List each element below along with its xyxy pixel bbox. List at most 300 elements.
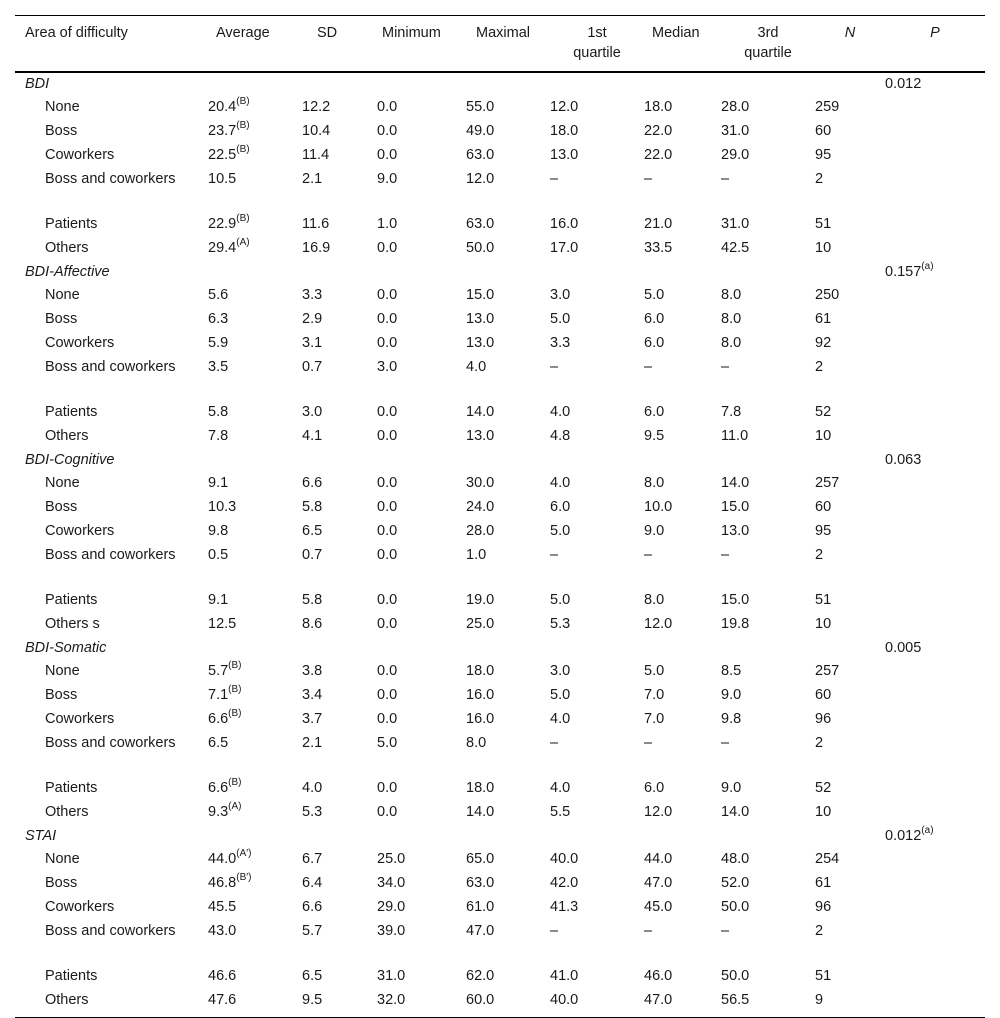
cell-q1-value: 18.0 bbox=[550, 123, 579, 139]
table-row bbox=[15, 284, 985, 308]
p-value bbox=[885, 825, 985, 848]
cell-q3-value: 29.0 bbox=[721, 147, 750, 163]
cell-med-value: 44.0 bbox=[644, 851, 673, 867]
cell-med bbox=[644, 308, 721, 332]
group-row bbox=[15, 449, 985, 472]
cell-med-value: 6.0 bbox=[644, 404, 665, 420]
cell-min-value: 39.0 bbox=[377, 923, 406, 939]
cell-sd-value: 3.1 bbox=[302, 335, 323, 351]
cell-sd bbox=[302, 284, 377, 308]
cell-min-value: 25.0 bbox=[377, 851, 406, 867]
cell-max bbox=[466, 120, 550, 144]
cell-med bbox=[644, 472, 721, 496]
cell-q1 bbox=[550, 872, 644, 896]
cell-n bbox=[815, 96, 885, 120]
cell-sd-value: 6.5 bbox=[302, 523, 323, 539]
cell-max-value: 19.0 bbox=[466, 592, 495, 608]
cell-q3-value: 8.0 bbox=[721, 311, 742, 327]
cell-avg-value: 44.0 bbox=[208, 851, 237, 867]
cell-min-value: 0.0 bbox=[377, 592, 398, 608]
cell-q1-value: 3.0 bbox=[550, 287, 571, 303]
cell-avg-value: 5.6 bbox=[208, 287, 229, 303]
cell-min bbox=[377, 660, 466, 684]
empty-cell bbox=[466, 825, 550, 848]
group-row bbox=[15, 261, 985, 284]
cell-sd bbox=[302, 168, 377, 213]
cell-n-value: 259 bbox=[815, 99, 840, 115]
cell-sd-value: 6.7 bbox=[302, 851, 323, 867]
table-row bbox=[15, 989, 985, 1018]
cell-n-value: 52 bbox=[815, 780, 832, 796]
cell-min-value: 0.0 bbox=[377, 780, 398, 796]
cell-sd-value: 3.0 bbox=[302, 404, 323, 420]
cell-q1 bbox=[550, 660, 644, 684]
cell-med bbox=[644, 732, 721, 777]
cell-q3 bbox=[721, 401, 815, 425]
empty-cell bbox=[644, 825, 721, 848]
header-area: Area of difficulty bbox=[25, 25, 128, 41]
cell-q3 bbox=[721, 684, 815, 708]
cell-q3-value: 52.0 bbox=[721, 875, 750, 891]
cell-q1-value: 3.3 bbox=[550, 335, 571, 351]
cell-q3 bbox=[721, 332, 815, 356]
table-row bbox=[15, 544, 985, 589]
average-footnote: (B′) bbox=[236, 872, 252, 884]
empty-cell bbox=[466, 449, 550, 472]
cell-max-value: 63.0 bbox=[466, 875, 495, 891]
cell-max-value: 28.0 bbox=[466, 523, 495, 539]
cell-min-value: 0.0 bbox=[377, 287, 398, 303]
cell-n-value: 250 bbox=[815, 287, 840, 303]
cell-n bbox=[815, 168, 885, 213]
cell-sd-value: 5.3 bbox=[302, 804, 323, 820]
cell-q1-value: 5.3 bbox=[550, 616, 571, 632]
cell-n bbox=[815, 872, 885, 896]
cell-q3 bbox=[721, 168, 815, 213]
cell-max bbox=[466, 168, 550, 213]
cell-sd bbox=[302, 896, 377, 920]
cell-avg-value: 22.9 bbox=[208, 216, 237, 232]
empty-cell bbox=[208, 72, 302, 96]
cell-sd bbox=[302, 732, 377, 777]
cell-q3-value: 9.0 bbox=[721, 687, 742, 703]
table-row bbox=[15, 356, 985, 401]
empty-cell bbox=[302, 261, 377, 284]
empty-cell bbox=[885, 801, 985, 825]
cell-avg-value: 7.8 bbox=[208, 428, 229, 444]
empty-cell bbox=[377, 825, 466, 848]
cell-avg-value: 6.5 bbox=[208, 735, 229, 751]
cell-med-value: 7.0 bbox=[644, 687, 665, 703]
cell-med-value: 10.0 bbox=[644, 499, 673, 515]
cell-med bbox=[644, 284, 721, 308]
p-value-footnote: (a) bbox=[921, 825, 934, 837]
cell-n bbox=[815, 308, 885, 332]
header-minimum: Minimum bbox=[382, 25, 441, 41]
cell-n bbox=[815, 144, 885, 168]
cell-q1 bbox=[550, 920, 644, 965]
cell-max bbox=[466, 496, 550, 520]
cell-avg bbox=[208, 872, 302, 896]
cell-sd bbox=[302, 660, 377, 684]
cell-q1 bbox=[550, 425, 644, 449]
cell-n bbox=[815, 920, 885, 965]
group-label: BDI-Cognitive bbox=[25, 452, 115, 468]
cell-q1-value: 16.0 bbox=[550, 216, 579, 232]
cell-n-value: 9 bbox=[815, 992, 824, 1008]
cell-med bbox=[644, 589, 721, 613]
table-row bbox=[15, 144, 985, 168]
cell-sd bbox=[302, 332, 377, 356]
cell-sd bbox=[302, 613, 377, 637]
cell-min bbox=[377, 284, 466, 308]
empty-cell bbox=[885, 237, 985, 261]
cell-sd bbox=[302, 237, 377, 261]
table-row bbox=[15, 425, 985, 449]
row-label: Boss and coworkers bbox=[45, 923, 176, 939]
empty-cell bbox=[885, 848, 985, 872]
average-footnote: (B) bbox=[228, 660, 242, 672]
cell-med bbox=[644, 777, 721, 801]
empty-cell bbox=[885, 872, 985, 896]
empty-cell bbox=[885, 356, 985, 401]
cell-max bbox=[466, 213, 550, 237]
empty-cell bbox=[885, 896, 985, 920]
cell-sd bbox=[302, 496, 377, 520]
cell-max-value: 24.0 bbox=[466, 499, 495, 515]
cell-sd-value: 11.4 bbox=[302, 147, 330, 163]
cell-q3 bbox=[721, 660, 815, 684]
cell-q1 bbox=[550, 401, 644, 425]
cell-max bbox=[466, 708, 550, 732]
cell-max-value: 13.0 bbox=[466, 311, 495, 327]
cell-med bbox=[644, 613, 721, 637]
cell-med-value: – bbox=[644, 359, 653, 375]
row-label: Patients bbox=[45, 968, 98, 984]
cell-n bbox=[815, 801, 885, 825]
header-q1-line1: 1st bbox=[587, 25, 607, 41]
cell-q3-value: 50.0 bbox=[721, 899, 750, 915]
row-label: Boss bbox=[45, 499, 78, 515]
cell-q3 bbox=[721, 920, 815, 965]
header-q3-line1: 3rd bbox=[757, 25, 779, 41]
cell-med bbox=[644, 213, 721, 237]
cell-avg bbox=[208, 589, 302, 613]
cell-avg bbox=[208, 613, 302, 637]
cell-q1-value: 42.0 bbox=[550, 875, 579, 891]
cell-q1 bbox=[550, 848, 644, 872]
cell-q3-value: 14.0 bbox=[721, 804, 750, 820]
header-p: P bbox=[930, 25, 940, 41]
cell-sd bbox=[302, 708, 377, 732]
cell-q1 bbox=[550, 496, 644, 520]
cell-n-value: 2 bbox=[815, 359, 824, 375]
cell-min bbox=[377, 144, 466, 168]
cell-avg bbox=[208, 96, 302, 120]
cell-q3-value: 31.0 bbox=[721, 216, 750, 232]
cell-q3-value: 28.0 bbox=[721, 99, 750, 115]
cell-sd-value: 3.3 bbox=[302, 287, 323, 303]
group-label: BDI-Somatic bbox=[25, 640, 107, 656]
cell-min-value: 0.0 bbox=[377, 616, 398, 632]
cell-q1-value: 5.0 bbox=[550, 687, 571, 703]
cell-min-value: 0.0 bbox=[377, 804, 398, 820]
cell-med-value: 9.5 bbox=[644, 428, 665, 444]
cell-max bbox=[466, 520, 550, 544]
cell-max bbox=[466, 237, 550, 261]
cell-sd-value: 5.8 bbox=[302, 499, 323, 515]
average-footnote: (B) bbox=[228, 708, 242, 720]
empty-cell bbox=[302, 72, 377, 96]
empty-cell bbox=[815, 637, 885, 660]
cell-min bbox=[377, 425, 466, 449]
cell-max-value: 13.0 bbox=[466, 335, 495, 351]
cell-sd-value: 6.5 bbox=[302, 968, 323, 984]
row-label: Coworkers bbox=[45, 335, 115, 351]
row-label: None bbox=[45, 663, 80, 679]
cell-n bbox=[815, 237, 885, 261]
cell-q3 bbox=[721, 237, 815, 261]
cell-min bbox=[377, 96, 466, 120]
table-body bbox=[15, 72, 985, 1018]
cell-max bbox=[466, 401, 550, 425]
cell-max bbox=[466, 544, 550, 589]
cell-q3-value: 14.0 bbox=[721, 475, 750, 491]
cell-min bbox=[377, 237, 466, 261]
empty-cell bbox=[721, 72, 815, 96]
cell-med bbox=[644, 708, 721, 732]
cell-med-value: 6.0 bbox=[644, 311, 665, 327]
cell-sd bbox=[302, 920, 377, 965]
cell-n-value: 10 bbox=[815, 240, 832, 256]
cell-max-value: 61.0 bbox=[466, 899, 495, 915]
cell-n-value: 51 bbox=[815, 216, 832, 232]
cell-q1 bbox=[550, 356, 644, 401]
cell-med-value: 21.0 bbox=[644, 216, 673, 232]
cell-med-value: 18.0 bbox=[644, 99, 673, 115]
cell-q3 bbox=[721, 356, 815, 401]
cell-avg-value: 46.6 bbox=[208, 968, 237, 984]
cell-med bbox=[644, 401, 721, 425]
cell-min bbox=[377, 896, 466, 920]
cell-max bbox=[466, 660, 550, 684]
cell-avg bbox=[208, 684, 302, 708]
p-value bbox=[885, 637, 985, 660]
cell-q3-value: – bbox=[721, 923, 730, 939]
table-row bbox=[15, 520, 985, 544]
cell-n-value: 2 bbox=[815, 547, 824, 563]
row-label: Coworkers bbox=[45, 147, 115, 163]
cell-n-value: 257 bbox=[815, 663, 840, 679]
row-label: None bbox=[45, 851, 80, 867]
empty-cell bbox=[885, 708, 985, 732]
p-value-text: 0.157 bbox=[885, 264, 922, 280]
empty-cell bbox=[885, 401, 985, 425]
empty-cell bbox=[815, 449, 885, 472]
cell-n bbox=[815, 120, 885, 144]
table-row bbox=[15, 801, 985, 825]
cell-sd-value: 0.7 bbox=[302, 547, 323, 563]
cell-max-value: 30.0 bbox=[466, 475, 495, 491]
empty-cell bbox=[885, 989, 985, 1018]
cell-sd bbox=[302, 472, 377, 496]
cell-n bbox=[815, 401, 885, 425]
cell-q1-value: 41.3 bbox=[550, 899, 579, 915]
cell-avg-value: 6.6 bbox=[208, 780, 229, 796]
table-row bbox=[15, 168, 985, 213]
cell-avg bbox=[208, 989, 302, 1018]
empty-cell bbox=[550, 261, 644, 284]
cell-q1-value: – bbox=[550, 547, 559, 563]
cell-n-value: 10 bbox=[815, 428, 832, 444]
table-row bbox=[15, 401, 985, 425]
cell-avg bbox=[208, 801, 302, 825]
cell-q3 bbox=[721, 708, 815, 732]
cell-med bbox=[644, 965, 721, 989]
cell-min-value: 0.0 bbox=[377, 335, 398, 351]
cell-q1-value: 3.0 bbox=[550, 663, 571, 679]
cell-q3-value: 31.0 bbox=[721, 123, 750, 139]
cell-avg bbox=[208, 848, 302, 872]
cell-med-value: 8.0 bbox=[644, 592, 665, 608]
cell-med-value: 12.0 bbox=[644, 804, 673, 820]
row-label: Boss and coworkers bbox=[45, 547, 176, 563]
cell-avg-value: 12.5 bbox=[208, 616, 237, 632]
cell-min bbox=[377, 356, 466, 401]
cell-min-value: 34.0 bbox=[377, 875, 406, 891]
cell-max-value: 12.0 bbox=[466, 171, 495, 187]
cell-max-value: 1.0 bbox=[466, 547, 487, 563]
cell-q1 bbox=[550, 544, 644, 589]
empty-cell bbox=[208, 637, 302, 660]
cell-n bbox=[815, 732, 885, 777]
cell-max-value: 8.0 bbox=[466, 735, 487, 751]
cell-sd-value: 6.4 bbox=[302, 875, 323, 891]
cell-min-value: 0.0 bbox=[377, 147, 398, 163]
cell-avg bbox=[208, 308, 302, 332]
cell-q3-value: 56.5 bbox=[721, 992, 750, 1008]
cell-q3-value: – bbox=[721, 547, 730, 563]
cell-min-value: 5.0 bbox=[377, 735, 398, 751]
cell-avg bbox=[208, 732, 302, 777]
table-row bbox=[15, 872, 985, 896]
cell-q3 bbox=[721, 777, 815, 801]
cell-avg-value: 9.1 bbox=[208, 592, 229, 608]
row-label: Boss and coworkers bbox=[45, 359, 176, 375]
cell-q1-value: 13.0 bbox=[550, 147, 579, 163]
table-row bbox=[15, 120, 985, 144]
cell-max bbox=[466, 308, 550, 332]
cell-max bbox=[466, 96, 550, 120]
cell-n-value: 2 bbox=[815, 923, 824, 939]
cell-sd-value: 6.6 bbox=[302, 899, 323, 915]
cell-q3-value: 9.0 bbox=[721, 780, 742, 796]
cell-sd bbox=[302, 801, 377, 825]
empty-cell bbox=[885, 732, 985, 777]
cell-q3 bbox=[721, 801, 815, 825]
cell-min-value: 0.0 bbox=[377, 711, 398, 727]
table-row bbox=[15, 332, 985, 356]
table-row bbox=[15, 237, 985, 261]
cell-q1 bbox=[550, 96, 644, 120]
cell-q1 bbox=[550, 237, 644, 261]
cell-n bbox=[815, 520, 885, 544]
cell-sd bbox=[302, 425, 377, 449]
cell-min bbox=[377, 544, 466, 589]
cell-min-value: 0.0 bbox=[377, 547, 398, 563]
cell-avg bbox=[208, 472, 302, 496]
cell-q1 bbox=[550, 213, 644, 237]
empty-cell bbox=[885, 496, 985, 520]
empty-cell bbox=[644, 449, 721, 472]
cell-q3-value: 15.0 bbox=[721, 592, 750, 608]
row-label: Others bbox=[45, 240, 89, 256]
cell-n-value: 10 bbox=[815, 804, 832, 820]
table-row bbox=[15, 732, 985, 777]
empty-cell bbox=[377, 449, 466, 472]
cell-q1 bbox=[550, 896, 644, 920]
cell-q1 bbox=[550, 801, 644, 825]
average-footnote: (B) bbox=[236, 96, 250, 108]
cell-n-value: 61 bbox=[815, 311, 832, 327]
row-label: Patients bbox=[45, 592, 98, 608]
cell-avg-value: 5.9 bbox=[208, 335, 229, 351]
cell-n bbox=[815, 896, 885, 920]
empty-cell bbox=[885, 472, 985, 496]
row-label: None bbox=[45, 99, 80, 115]
empty-cell bbox=[885, 965, 985, 989]
cell-q1-value: 40.0 bbox=[550, 851, 579, 867]
row-label: Boss bbox=[45, 123, 78, 139]
cell-avg-value: 47.6 bbox=[208, 992, 237, 1008]
cell-n-value: 51 bbox=[815, 968, 832, 984]
cell-n-value: 254 bbox=[815, 851, 840, 867]
cell-n bbox=[815, 544, 885, 589]
cell-n bbox=[815, 989, 885, 1018]
cell-q1 bbox=[550, 472, 644, 496]
cell-med bbox=[644, 989, 721, 1018]
cell-n bbox=[815, 472, 885, 496]
cell-max bbox=[466, 801, 550, 825]
cell-avg-value: 46.8 bbox=[208, 875, 237, 891]
p-value-text: 0.005 bbox=[885, 640, 922, 656]
cell-sd-value: 4.1 bbox=[302, 428, 323, 444]
cell-min bbox=[377, 332, 466, 356]
average-footnote: (B) bbox=[228, 777, 242, 789]
cell-sd bbox=[302, 777, 377, 801]
row-label: Patients bbox=[45, 780, 98, 796]
cell-med-value: 45.0 bbox=[644, 899, 673, 915]
cell-avg bbox=[208, 237, 302, 261]
cell-q1 bbox=[550, 284, 644, 308]
empty-cell bbox=[721, 825, 815, 848]
cell-avg-value: 5.7 bbox=[208, 663, 229, 679]
cell-med bbox=[644, 332, 721, 356]
cell-max-value: 14.0 bbox=[466, 804, 495, 820]
cell-min-value: 0.0 bbox=[377, 687, 398, 703]
cell-min-value: 9.0 bbox=[377, 171, 398, 187]
empty-cell bbox=[302, 449, 377, 472]
cell-max-value: 16.0 bbox=[466, 687, 495, 703]
group-row bbox=[15, 825, 985, 848]
cell-avg bbox=[208, 401, 302, 425]
cell-q3 bbox=[721, 872, 815, 896]
table-row bbox=[15, 308, 985, 332]
group-label: STAI bbox=[25, 828, 57, 844]
cell-max-value: 63.0 bbox=[466, 216, 495, 232]
cell-q1-value: 4.0 bbox=[550, 404, 571, 420]
cell-q3 bbox=[721, 96, 815, 120]
